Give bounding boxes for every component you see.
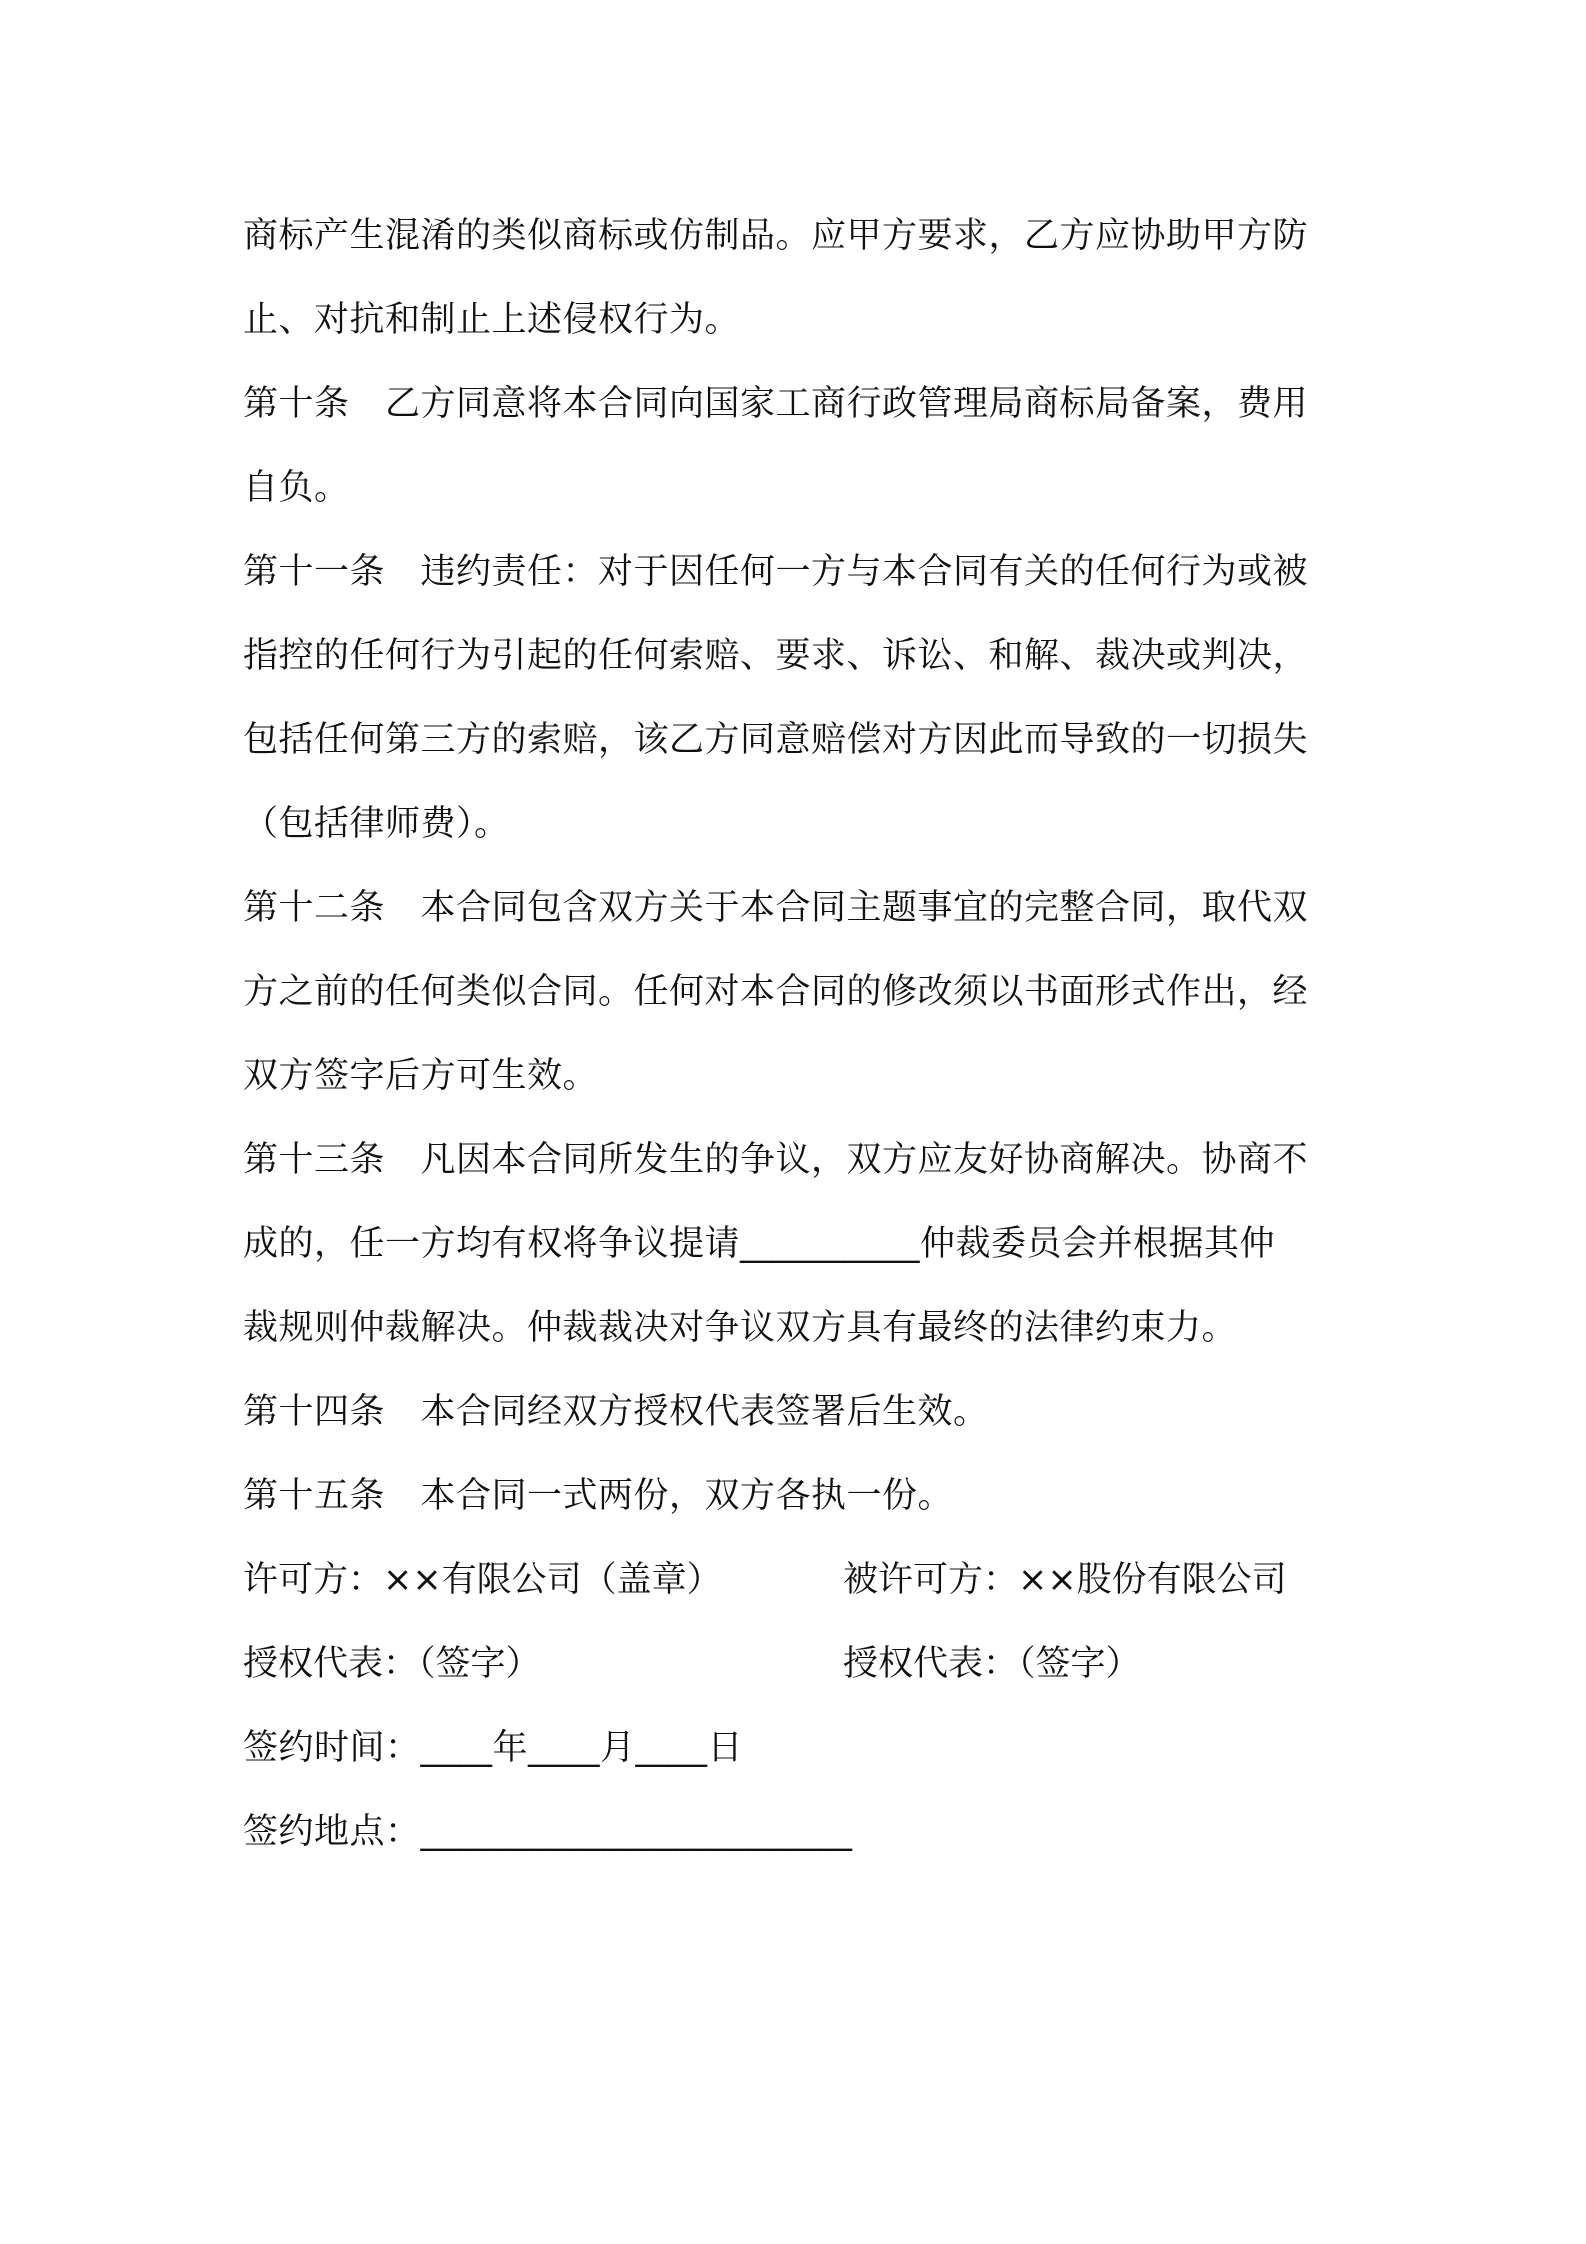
article-12: 第十二条 本合同包含双方关于本合同主题事宜的完整合同，取代双 bbox=[243, 888, 1309, 928]
sign-date: 签约时间：____年____月____日 bbox=[243, 1728, 744, 1768]
article-15: 第十五条 本合同一式两份，双方各执一份。 bbox=[243, 1476, 954, 1516]
text-line: 止、对抗和制止上述侵权行为。 bbox=[243, 300, 741, 340]
article-11: 第十一条 违约责任：对于因任何一方与本合同有关的任何行为或被 bbox=[243, 552, 1309, 592]
licensor-label: 许可方：××有限公司（盖章） bbox=[243, 1560, 722, 1600]
text-line: 裁规则仲裁解决。仲裁裁决对争议双方具有最终的法律约束力。 bbox=[243, 1308, 1238, 1348]
text-line: 指控的任何行为引起的任何索赔、要求、诉讼、和解、裁决或判决， bbox=[243, 636, 1309, 676]
text-line: 成的，任一方均有权将争议提请__________仲裁委员会并根据其仲 bbox=[243, 1224, 1276, 1264]
licensee-label: 被许可方：××股份有限公司 bbox=[843, 1560, 1287, 1600]
text-line: 包括任何第三方的索赔，该乙方同意赔偿对方因此而导致的一切损失 bbox=[243, 720, 1309, 760]
party-row bbox=[243, 1538, 1358, 1622]
article-13: 第十三条 凡因本合同所发生的争议，双方应友好协商解决。协商不 bbox=[243, 1140, 1309, 1180]
article-10: 第十条 乙方同意将本合同向国家工商行政管理局商标局备案，费用 bbox=[243, 384, 1309, 424]
text-line: 商标产生混淆的类似商标或仿制品。应甲方要求，乙方应协助甲方防 bbox=[243, 216, 1309, 256]
licensor-rep-label: 授权代表：（签字） bbox=[243, 1644, 541, 1684]
licensee-rep-label: 授权代表：（签字） bbox=[843, 1644, 1141, 1684]
text-line: 双方签字后方可生效。 bbox=[243, 1056, 599, 1096]
text-line: 自负。 bbox=[243, 468, 350, 508]
text-line: （包括律师费）。 bbox=[243, 804, 510, 844]
sign-place: 签约地点：________________________ bbox=[243, 1812, 853, 1852]
article-14: 第十四条 本合同经双方授权代表签署后生效。 bbox=[243, 1392, 989, 1432]
representative-row bbox=[243, 1622, 1358, 1706]
document-body bbox=[243, 194, 1358, 1874]
text-line: 方之前的任何类似合同。任何对本合同的修改须以书面形式作出，经 bbox=[243, 972, 1309, 1012]
